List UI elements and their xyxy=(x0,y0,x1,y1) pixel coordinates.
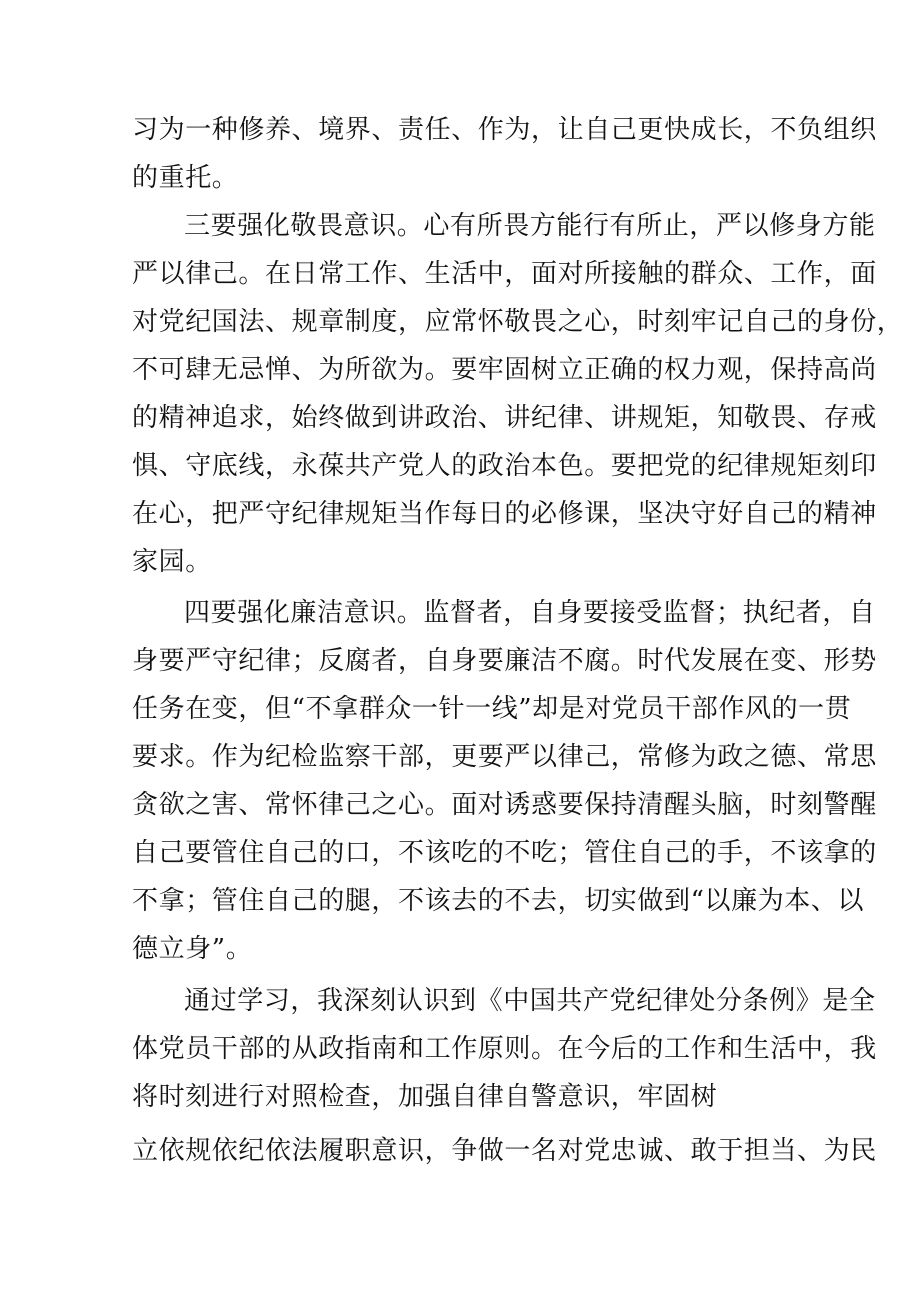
text-line: 不拿；管住自己的腿，不该去的不去，切实做到“以廉为本、以 xyxy=(132,886,865,916)
text-line: 贪欲之害、常怀律己之心。面对诱惑要保持清醒头脑，时刻警醒 xyxy=(132,790,877,820)
text-line: 自己要管住自己的口，不该吃的不吃；管住自己的手，不该拿的 xyxy=(132,838,877,868)
paragraph-first-line: 通过学习，我深刻认识到《中国共产党纪律处分条例》是全 xyxy=(184,986,876,1016)
paragraph-first-line: 四要强化廉洁意识。监督者，自身要接受监督；执纪者，自 xyxy=(184,598,876,628)
text-line: 要求。作为纪检监察干部，更要严以律己，常修为政之德、常思 xyxy=(132,742,877,772)
text-line: 体党员干部的从政指南和工作原则。在今后的工作和生活中，我 xyxy=(132,1034,877,1064)
text-line: 严以律己。在日常工作、生活中，面对所接触的群众、工作，面 xyxy=(132,259,877,289)
text-line: 惧、守底线，永葆共产党人的政治本色。要把党的纪律规矩刻印 xyxy=(132,451,877,481)
text-line: 立依规依纪依法履职意识，争做一名对党忠诚、敢于担当、为民 xyxy=(132,1136,877,1166)
paragraph-first-line: 三要强化敬畏意识。心有所畏方能行有所止，严以修身方能 xyxy=(184,211,876,241)
text-line: 习为一种修养、境界、责任、作为，让自己更快成长，不负组织 xyxy=(132,115,877,145)
text-line: 任务在变，但“不拿群众一针一线”却是对党员干部作风的一贯 xyxy=(132,694,852,724)
text-line: 德立身”。 xyxy=(132,934,253,964)
text-line: 将时刻进行对照检查，加强自律自警意识，牢固树 xyxy=(132,1082,718,1112)
text-line: 家园。 xyxy=(132,547,212,577)
text-line: 的精神追求，始终做到讲政治、讲纪律、讲规矩，知敬畏、存戒 xyxy=(132,403,877,433)
text-line: 身要严守纪律；反腐者，自身要廉洁不腐。时代发展在变、形势 xyxy=(132,646,877,676)
text-line: 不可肆无忌惮、为所欲为。要牢固树立正确的权力观，保持高尚 xyxy=(132,355,877,385)
text-line: 在心，把严守纪律规矩当作每日的必修课，坚决守好自己的精神 xyxy=(132,499,877,529)
text-line: 的重托。 xyxy=(132,163,239,193)
text-line: 对党纪国法、规章制度，应常怀敬畏之心，时刻牢记自己的身份， xyxy=(132,307,904,337)
